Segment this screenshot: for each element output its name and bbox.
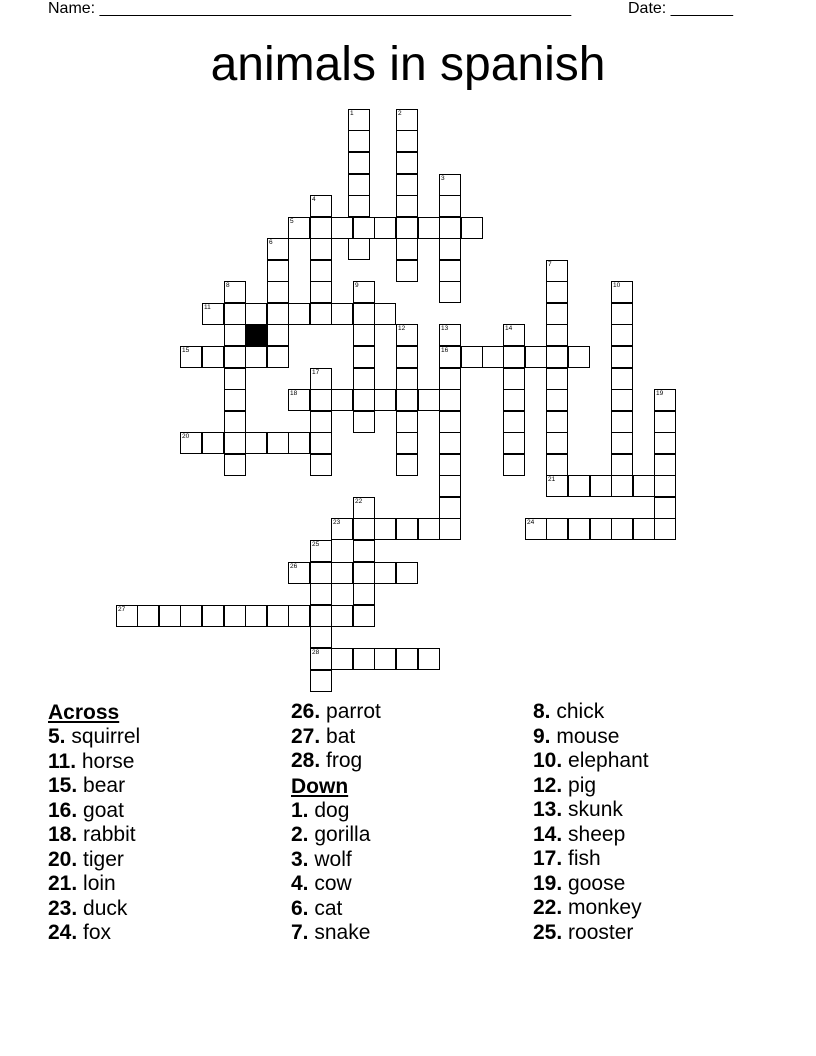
grid-cell[interactable] bbox=[439, 518, 461, 540]
grid-cell[interactable] bbox=[503, 432, 525, 454]
grid-cell[interactable] bbox=[611, 389, 633, 411]
clue-item bbox=[533, 896, 773, 921]
clue-number: 13 bbox=[441, 325, 449, 332]
clue-item bbox=[48, 774, 288, 799]
grid-cell[interactable] bbox=[654, 454, 676, 476]
grid-cell[interactable] bbox=[396, 217, 418, 239]
clue-number: 8 bbox=[226, 282, 230, 289]
grid-cell[interactable] bbox=[310, 583, 332, 605]
grid-cell[interactable] bbox=[353, 562, 375, 584]
grid-cell[interactable] bbox=[396, 411, 418, 433]
grid-cell[interactable] bbox=[353, 648, 375, 670]
clue-item-number: 22. bbox=[533, 896, 563, 919]
clue-item-text: tiger bbox=[77, 847, 124, 871]
clue-item-number: 9. bbox=[533, 724, 551, 748]
clue-number: 7 bbox=[548, 261, 552, 268]
grid-cell[interactable] bbox=[654, 497, 676, 519]
grid-cell[interactable] bbox=[310, 432, 332, 454]
grid-cell[interactable] bbox=[546, 389, 568, 411]
clue-item-text: duck bbox=[77, 896, 128, 920]
grid-cell[interactable] bbox=[288, 432, 310, 454]
down-clue-list-continued bbox=[533, 700, 773, 945]
clue-item-number: 27. bbox=[291, 724, 321, 748]
clue-item-number: 26. bbox=[291, 700, 321, 723]
clue-item-number: 14. bbox=[533, 822, 563, 846]
grid-cell[interactable] bbox=[396, 648, 418, 670]
grid-cell[interactable] bbox=[396, 260, 418, 282]
grid-cell[interactable] bbox=[245, 432, 267, 454]
clue-item-text: bat bbox=[320, 724, 356, 748]
grid-cell[interactable] bbox=[224, 605, 246, 627]
grid-cell[interactable] bbox=[568, 475, 590, 497]
clue-column-3 bbox=[533, 700, 773, 945]
grid-cell[interactable] bbox=[461, 346, 483, 368]
grid-cell[interactable] bbox=[611, 368, 633, 390]
clue-item bbox=[533, 798, 773, 823]
grid-cell[interactable] bbox=[439, 217, 461, 239]
grid-cell[interactable] bbox=[503, 411, 525, 433]
grid-cell[interactable] bbox=[611, 432, 633, 454]
grid-cell[interactable] bbox=[611, 324, 633, 346]
puzzle-title: animals in spanish bbox=[210, 38, 606, 91]
clue-item-text: pig bbox=[562, 773, 597, 797]
clue-item bbox=[533, 725, 773, 750]
clue-item-number: 4. bbox=[291, 872, 309, 895]
clue-item bbox=[48, 750, 288, 775]
clue-item bbox=[291, 872, 531, 897]
grid-cell[interactable] bbox=[348, 174, 370, 196]
clue-item-number: 20. bbox=[48, 847, 78, 871]
grid-cell[interactable] bbox=[418, 389, 440, 411]
grid-cell[interactable] bbox=[310, 411, 332, 433]
clue-item-text: fox bbox=[77, 921, 112, 944]
grid-cell[interactable] bbox=[310, 626, 332, 648]
clue-item-number: 21. bbox=[48, 872, 78, 895]
across-clue-list bbox=[48, 725, 288, 946]
grid-cell[interactable] bbox=[546, 281, 568, 303]
grid-cell[interactable] bbox=[439, 475, 461, 497]
grid-cell[interactable] bbox=[310, 217, 332, 239]
grid-cell[interactable] bbox=[503, 368, 525, 390]
grid-cell[interactable] bbox=[439, 195, 461, 217]
grid-cell[interactable] bbox=[245, 605, 267, 627]
clue-item-text: wolf bbox=[308, 847, 352, 871]
grid-cell[interactable] bbox=[568, 346, 590, 368]
grid-cell[interactable] bbox=[348, 195, 370, 217]
clue-item-text: mouse bbox=[550, 724, 620, 748]
clue-item-text: gorilla bbox=[308, 823, 371, 846]
clue-item-text: cow bbox=[308, 872, 352, 895]
grid-cell[interactable] bbox=[546, 324, 568, 346]
grid-cell[interactable] bbox=[348, 238, 370, 260]
grid-cell[interactable] bbox=[611, 346, 633, 368]
grid-cell[interactable] bbox=[439, 238, 461, 260]
clue-item-text: horse bbox=[76, 749, 135, 773]
grid-cell[interactable] bbox=[396, 368, 418, 390]
grid-cell[interactable] bbox=[310, 238, 332, 260]
clue-item-text: monkey bbox=[562, 896, 642, 919]
grid-cell[interactable] bbox=[374, 518, 396, 540]
grid-cell[interactable] bbox=[353, 605, 375, 627]
grid-cell[interactable] bbox=[353, 583, 375, 605]
grid-cell[interactable] bbox=[568, 518, 590, 540]
across-heading: Across bbox=[48, 701, 120, 724]
grid-cell[interactable] bbox=[180, 605, 202, 627]
grid-cell[interactable] bbox=[267, 303, 289, 325]
clue-item bbox=[533, 872, 773, 897]
clue-item-number: 23. bbox=[48, 896, 78, 920]
clue-number: 9 bbox=[355, 282, 359, 289]
grid-cell[interactable] bbox=[590, 518, 612, 540]
clue-item-number: 6. bbox=[291, 896, 309, 920]
grid-cell[interactable] bbox=[611, 303, 633, 325]
grid-cell[interactable] bbox=[503, 346, 525, 368]
grid-cell[interactable] bbox=[267, 432, 289, 454]
grid-cell[interactable] bbox=[202, 605, 224, 627]
clue-item-number: 1. bbox=[291, 798, 309, 822]
across-clue-list-continued bbox=[291, 700, 531, 774]
grid-cell[interactable] bbox=[525, 346, 547, 368]
grid-cell[interactable] bbox=[396, 130, 418, 152]
grid-cell[interactable] bbox=[396, 518, 418, 540]
clue-item-number: 28. bbox=[291, 749, 321, 772]
grid-cell[interactable] bbox=[331, 562, 353, 584]
grid-cell[interactable] bbox=[611, 411, 633, 433]
grid-cell[interactable] bbox=[310, 281, 332, 303]
grid-cell[interactable] bbox=[396, 346, 418, 368]
grid-cell[interactable] bbox=[396, 432, 418, 454]
clue-item-text: squirrel bbox=[65, 725, 141, 748]
clue-item-number: 17. bbox=[533, 847, 563, 870]
clue-item-number: 8. bbox=[533, 700, 551, 723]
clue-number: 27 bbox=[118, 606, 126, 613]
clue-item-text: chick bbox=[550, 700, 605, 723]
grid-cell[interactable] bbox=[633, 518, 655, 540]
grid-cell[interactable] bbox=[439, 497, 461, 519]
clue-item-text: rabbit bbox=[77, 823, 136, 846]
grid-cell[interactable] bbox=[439, 281, 461, 303]
grid-cell[interactable] bbox=[396, 195, 418, 217]
clue-number: 11 bbox=[204, 304, 211, 311]
clue-number: 23 bbox=[333, 519, 341, 526]
grid-cell[interactable] bbox=[374, 562, 396, 584]
grid-cell[interactable] bbox=[202, 432, 224, 454]
grid-cell[interactable] bbox=[331, 605, 353, 627]
grid-cell[interactable] bbox=[353, 324, 375, 346]
grid-cell[interactable] bbox=[331, 648, 353, 670]
grid-cell[interactable] bbox=[224, 389, 246, 411]
grid-cell[interactable] bbox=[611, 475, 633, 497]
clue-item-text: goat bbox=[77, 798, 124, 822]
clue-item-number: 7. bbox=[291, 921, 309, 944]
grid-cell[interactable] bbox=[348, 130, 370, 152]
clue-item-number: 12. bbox=[533, 773, 563, 797]
grid-cell[interactable] bbox=[267, 605, 289, 627]
clue-item-text: goose bbox=[562, 871, 626, 895]
clue-item-number: 24. bbox=[48, 921, 78, 944]
grid-cell[interactable] bbox=[374, 303, 396, 325]
grid-cell[interactable] bbox=[654, 475, 676, 497]
grid-cell[interactable] bbox=[224, 432, 246, 454]
grid-cell[interactable] bbox=[654, 432, 676, 454]
grid-cell[interactable] bbox=[418, 518, 440, 540]
clue-item-text: dog bbox=[308, 798, 350, 822]
grid-cell[interactable] bbox=[310, 605, 332, 627]
clue-number: 25 bbox=[312, 541, 320, 548]
clue-item-number: 13. bbox=[533, 798, 563, 821]
clue-item bbox=[533, 823, 773, 848]
grid-cell[interactable] bbox=[590, 475, 612, 497]
clue-number: 26 bbox=[290, 563, 298, 570]
clue-item bbox=[48, 872, 288, 897]
grid-cell[interactable] bbox=[439, 432, 461, 454]
clue-item bbox=[48, 725, 288, 750]
clue-item bbox=[48, 799, 288, 824]
grid-cell[interactable] bbox=[546, 346, 568, 368]
clue-item bbox=[48, 921, 288, 946]
clue-number: 16 bbox=[441, 347, 449, 354]
clue-number: 10 bbox=[613, 282, 621, 289]
clue-item bbox=[533, 847, 773, 872]
clue-item-number: 25. bbox=[533, 920, 563, 944]
grid-cell[interactable] bbox=[546, 303, 568, 325]
grid-cell[interactable] bbox=[374, 648, 396, 670]
clue-item-number: 11. bbox=[48, 749, 77, 773]
clue-number: 12 bbox=[398, 325, 406, 332]
grid-cell[interactable] bbox=[633, 475, 655, 497]
clue-item bbox=[48, 897, 288, 922]
clue-number: 28 bbox=[312, 649, 320, 656]
grid-cell[interactable] bbox=[418, 217, 440, 239]
clue-item bbox=[533, 700, 773, 725]
grid-cell[interactable] bbox=[439, 368, 461, 390]
grid-cell[interactable] bbox=[611, 454, 633, 476]
grid-cell[interactable] bbox=[374, 389, 396, 411]
grid-cell[interactable] bbox=[245, 303, 267, 325]
clue-item bbox=[533, 774, 773, 799]
grid-cell[interactable] bbox=[353, 411, 375, 433]
clue-item-text: cat bbox=[308, 896, 343, 920]
grid-cell[interactable] bbox=[439, 411, 461, 433]
grid-cell[interactable] bbox=[439, 260, 461, 282]
clue-item bbox=[291, 725, 531, 750]
grid-cell[interactable] bbox=[654, 411, 676, 433]
grid-cell[interactable] bbox=[267, 324, 289, 346]
grid-cell[interactable] bbox=[353, 518, 375, 540]
grid-cell[interactable] bbox=[245, 324, 267, 346]
clue-item-number: 19. bbox=[533, 871, 563, 895]
clue-item-number: 15. bbox=[48, 774, 78, 797]
grid-cell[interactable] bbox=[418, 648, 440, 670]
grid-cell[interactable] bbox=[482, 346, 504, 368]
clue-number: 20 bbox=[182, 433, 190, 440]
clue-item bbox=[291, 799, 531, 824]
grid-cell[interactable] bbox=[310, 454, 332, 476]
clue-item bbox=[291, 749, 531, 774]
clue-number: 5 bbox=[290, 218, 294, 225]
grid-cell[interactable] bbox=[396, 238, 418, 260]
grid-cell[interactable] bbox=[353, 389, 375, 411]
clue-item-text: bear bbox=[77, 774, 126, 797]
clue-item-text: loin bbox=[77, 872, 116, 895]
clue-item-number: 10. bbox=[533, 749, 563, 772]
grid-cell[interactable] bbox=[331, 303, 353, 325]
grid-cell[interactable] bbox=[396, 174, 418, 196]
clue-number: 1 bbox=[350, 110, 354, 117]
clue-number: 19 bbox=[656, 390, 664, 397]
grid-cell[interactable] bbox=[224, 368, 246, 390]
clue-number: 14 bbox=[505, 325, 513, 332]
grid-cell[interactable] bbox=[224, 303, 246, 325]
grid-cell[interactable] bbox=[546, 432, 568, 454]
clue-number: 24 bbox=[527, 519, 535, 526]
grid-cell[interactable] bbox=[137, 605, 159, 627]
clue-item bbox=[291, 823, 531, 848]
grid-cell[interactable] bbox=[310, 389, 332, 411]
grid-cell[interactable] bbox=[396, 454, 418, 476]
grid-cell[interactable] bbox=[224, 346, 246, 368]
grid-cell[interactable] bbox=[267, 260, 289, 282]
grid-cell[interactable] bbox=[310, 260, 332, 282]
grid-cell[interactable] bbox=[202, 346, 224, 368]
clue-item bbox=[533, 921, 773, 946]
grid-cell[interactable] bbox=[224, 324, 246, 346]
clue-number: 22 bbox=[355, 498, 363, 505]
grid-cell[interactable] bbox=[353, 346, 375, 368]
clue-item-text: parrot bbox=[320, 700, 381, 723]
grid-cell[interactable] bbox=[353, 217, 375, 239]
grid-cell[interactable] bbox=[461, 217, 483, 239]
grid-cell[interactable] bbox=[503, 389, 525, 411]
grid-cell[interactable] bbox=[396, 562, 418, 584]
clue-number: 2 bbox=[398, 110, 402, 117]
clue-item-number: 5. bbox=[48, 725, 66, 748]
clue-item bbox=[291, 848, 531, 873]
clue-item-text: skunk bbox=[562, 798, 623, 821]
down-heading: Down bbox=[291, 774, 349, 798]
clue-number: 15 bbox=[182, 347, 190, 354]
clue-number: 6 bbox=[269, 239, 273, 246]
grid-cell[interactable] bbox=[267, 346, 289, 368]
grid-cell[interactable] bbox=[288, 605, 310, 627]
grid-cell[interactable] bbox=[546, 368, 568, 390]
clue-item-text: snake bbox=[308, 921, 371, 944]
grid-cell[interactable] bbox=[353, 540, 375, 562]
clue-column-1 bbox=[48, 700, 288, 946]
grid-cell[interactable] bbox=[546, 411, 568, 433]
grid-cell[interactable] bbox=[503, 454, 525, 476]
clue-item-number: 2. bbox=[291, 823, 309, 846]
grid-cell[interactable] bbox=[288, 303, 310, 325]
clue-number: 21 bbox=[548, 476, 556, 483]
grid-cell[interactable] bbox=[611, 518, 633, 540]
clue-item bbox=[533, 749, 773, 774]
grid-cell[interactable] bbox=[396, 389, 418, 411]
clue-column-2 bbox=[291, 700, 531, 946]
clue-item-number: 16. bbox=[48, 798, 78, 822]
grid-cell[interactable] bbox=[396, 152, 418, 174]
clue-item bbox=[48, 823, 288, 848]
clue-item bbox=[48, 848, 288, 873]
grid-cell[interactable] bbox=[267, 281, 289, 303]
grid-cell[interactable] bbox=[224, 454, 246, 476]
grid-cell[interactable] bbox=[310, 562, 332, 584]
grid-cell[interactable] bbox=[159, 605, 181, 627]
clue-item bbox=[291, 921, 531, 946]
grid-cell[interactable] bbox=[331, 389, 353, 411]
grid-cell[interactable] bbox=[654, 518, 676, 540]
grid-cell[interactable] bbox=[331, 217, 353, 239]
grid-cell[interactable] bbox=[310, 670, 332, 692]
clue-item bbox=[291, 700, 531, 725]
grid-cell[interactable] bbox=[353, 303, 375, 325]
grid-cell[interactable] bbox=[348, 152, 370, 174]
clue-number: 18 bbox=[290, 390, 298, 397]
clue-item-number: 18. bbox=[48, 823, 78, 846]
clue-item-text: frog bbox=[320, 749, 363, 772]
clue-item-number: 3. bbox=[291, 847, 309, 871]
down-clue-list bbox=[291, 799, 531, 946]
name-field-label[interactable]: Name: _____________________________________________________ bbox=[48, 0, 572, 17]
clue-item-text: sheep bbox=[562, 822, 626, 846]
grid-cell[interactable] bbox=[245, 346, 267, 368]
grid-cell[interactable] bbox=[439, 454, 461, 476]
clue-item bbox=[291, 897, 531, 922]
clue-item-text: elephant bbox=[562, 749, 649, 772]
clue-number: 17 bbox=[312, 369, 320, 376]
grid-cell[interactable] bbox=[439, 389, 461, 411]
clue-item-text: rooster bbox=[562, 920, 634, 944]
grid-cell[interactable] bbox=[353, 368, 375, 390]
clue-number: 4 bbox=[312, 196, 316, 203]
grid-cell[interactable] bbox=[310, 303, 332, 325]
grid-cell[interactable] bbox=[224, 411, 246, 433]
grid-cell[interactable] bbox=[546, 454, 568, 476]
clue-item-text: fish bbox=[562, 847, 601, 870]
date-field-label[interactable]: Date: _______ bbox=[628, 0, 733, 17]
clue-number: 3 bbox=[441, 175, 445, 182]
grid-cell[interactable] bbox=[546, 518, 568, 540]
grid-cell[interactable] bbox=[374, 217, 396, 239]
